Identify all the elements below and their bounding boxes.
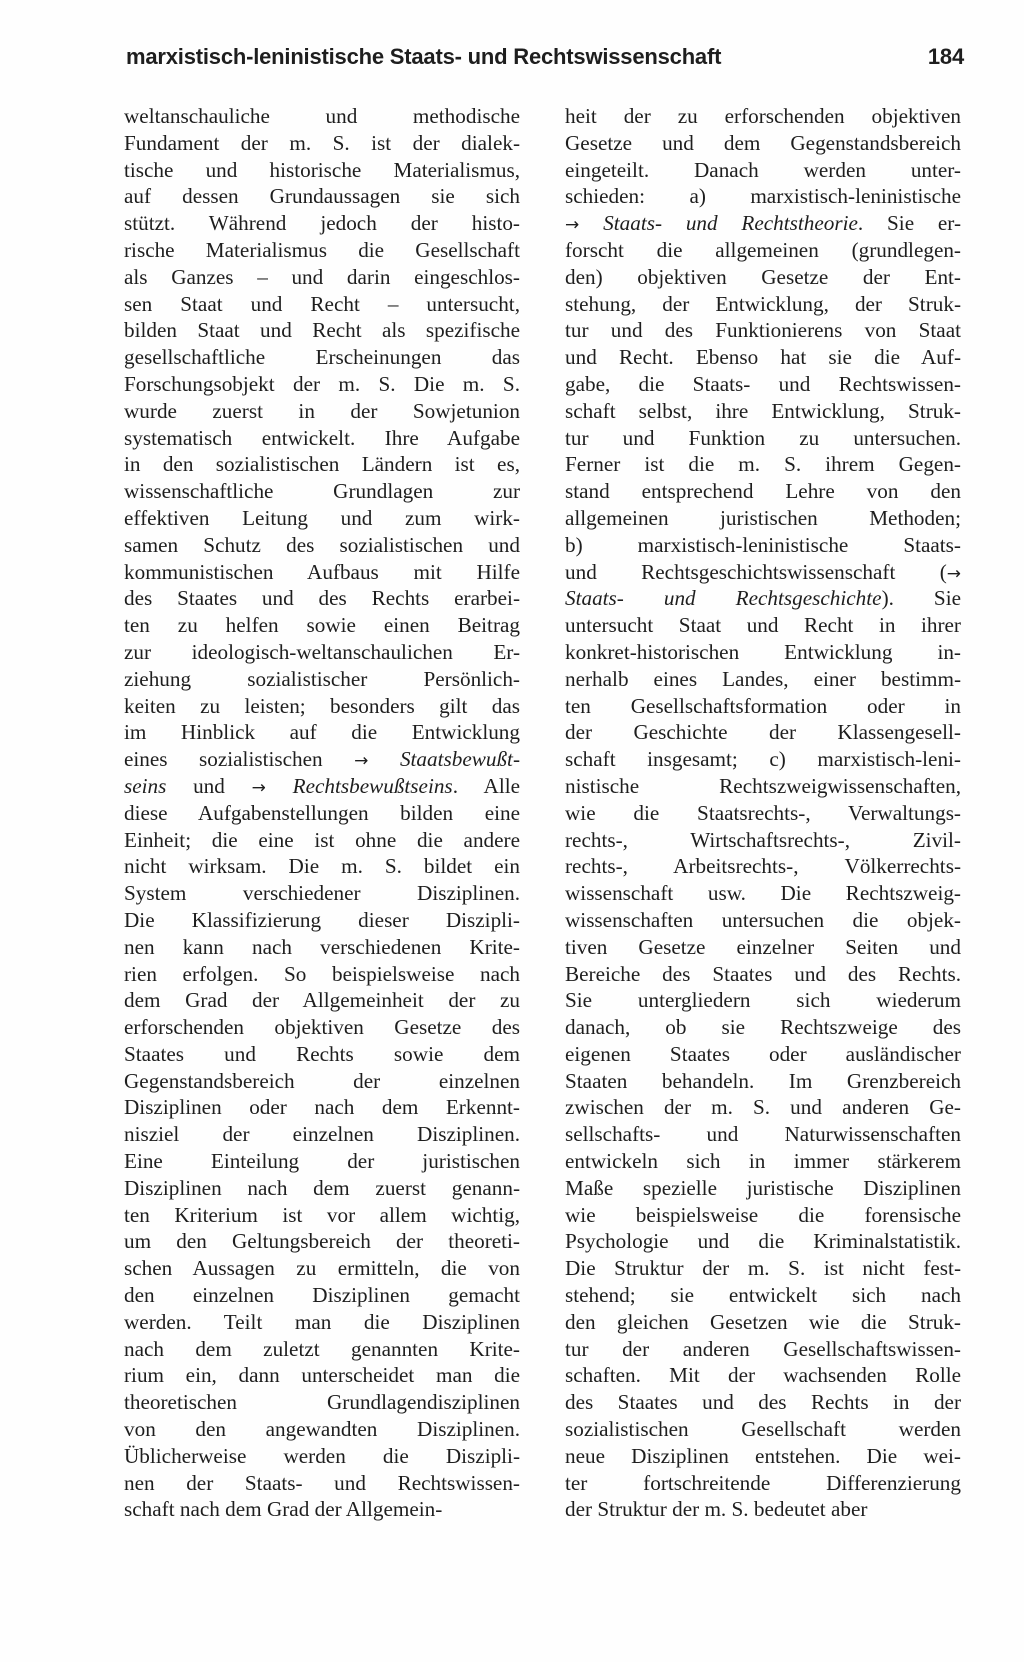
- text-line: gabe, die Staats- und Rechtswissen-: [565, 371, 961, 396]
- line-text: . Alle: [452, 773, 520, 798]
- text-line: bilden Staat und Recht als spezifische: [124, 318, 520, 343]
- text-line: nistische Rechtszweigwissenschaften,: [565, 773, 961, 798]
- line-text: und: [166, 773, 252, 798]
- text-line: System verschiedener Disziplinen.: [124, 881, 520, 906]
- text-line: rechts-, Arbeitsrechts-, Völkerrechts-: [565, 854, 961, 879]
- text-line: Einheit; die eine ist ohne die andere: [124, 827, 520, 852]
- text-line: Staates und Rechts sowie dem: [124, 1041, 520, 1066]
- text-line: nach dem zuletzt genannten Krite-: [124, 1336, 520, 1361]
- cross-reference-link[interactable]: Staatsbewußt-: [399, 747, 520, 772]
- text-line: [124, 746, 520, 773]
- text-line: ter fortschreitende Differenzierung: [565, 1470, 961, 1495]
- text-line: nen kann nach verschiedenen Krite-: [124, 934, 520, 959]
- text-line: Gegenstandsbereich der einzelnen: [124, 1068, 520, 1093]
- text-line: dem Grad der Allgemeinheit der zu: [124, 988, 520, 1013]
- text-line: stand entsprechend Lehre von den: [565, 479, 961, 504]
- text-line: ten zu helfen sowie einen Beitrag: [124, 613, 520, 638]
- text-line: Sie untergliedern sich wiederum: [565, 988, 961, 1013]
- text-line: eigenen Staates oder ausländischer: [565, 1041, 961, 1066]
- text-line: schen Aussagen zu ermitteln, die von: [124, 1256, 520, 1281]
- text-line: in den sozialistischen Ländern ist es,: [124, 452, 520, 477]
- text-line: im Hinblick auf die Entwicklung: [124, 720, 520, 745]
- text-line: ten Kriterium ist vor allem wichtig,: [124, 1202, 520, 1227]
- text-line: sellschafts- und Naturwissenschaften: [565, 1122, 961, 1147]
- text-line: nerhalb eines Landes, einer bestimm-: [565, 666, 961, 691]
- cross-reference-link[interactable]: Staats- und Rechtstheorie: [603, 211, 858, 236]
- text-line: danach, ob sie Rechtszweige des: [565, 1015, 961, 1040]
- text-line: entwickeln sich in immer stärkerem: [565, 1149, 961, 1174]
- text-line: systematisch entwickelt. Ihre Aufgabe: [124, 425, 520, 450]
- text-line: um den Geltungsbereich der theoreti-: [124, 1229, 520, 1254]
- text-line: Üblicherweise werden die Diszipli-: [124, 1443, 520, 1468]
- text-line: diese Aufgabenstellungen bilden eine: [124, 800, 520, 825]
- text-line: werden. Teilt man die Disziplinen: [124, 1309, 520, 1334]
- text-line: Die Struktur der m. S. ist nicht fest-: [565, 1256, 961, 1281]
- text-line: des Staates und des Rechts in der: [565, 1390, 961, 1415]
- text-line: gesellschaftliche Erscheinungen das: [124, 345, 520, 370]
- text-line: auf dessen Grundaussagen sie sich: [124, 184, 520, 209]
- text-line: [124, 773, 520, 800]
- cross-reference-link[interactable]: Staats- und Rechtsgeschichte: [565, 586, 882, 611]
- arrow-icon: →: [946, 563, 961, 584]
- line-text: . Sie er-: [857, 211, 961, 236]
- text-line: erforschenden objektiven Gesetze des: [124, 1015, 520, 1040]
- text-line: samen Schutz des sozialistischen und: [124, 532, 520, 557]
- text-line: neue Disziplinen entstehen. Die wei-: [565, 1443, 961, 1468]
- text-line: Bereiche des Staates und des Rechts.: [565, 961, 961, 986]
- text-line: rium ein, dann unterscheidet man die: [124, 1363, 520, 1388]
- text-line: eingeteilt. Danach werden unter-: [565, 157, 961, 182]
- text-line: effektiven Leitung und zum wirk-: [124, 505, 520, 530]
- cross-reference-link[interactable]: seins: [124, 773, 167, 798]
- text-line: schaft selbst, ihre Entwicklung, Struk-: [565, 398, 961, 423]
- line-text: ). Sie: [881, 586, 961, 611]
- text-line: Gesetze und dem Gegenstandsbereich: [565, 130, 961, 155]
- text-line: ten Gesellschaftsformation oder in: [565, 693, 961, 718]
- text-line: stehend; sie entwickelt sich nach: [565, 1283, 961, 1308]
- line-text: eines sozialistischen: [124, 747, 355, 772]
- text-line: tische und historische Materialismus,: [124, 157, 520, 182]
- text-line: wurde zuerst in der Sowjetunion: [124, 398, 520, 423]
- text-line: schaft nach dem Grad der Allgemein-: [124, 1497, 443, 1522]
- text-line: Die Klassifizierung dieser Diszipli-: [124, 907, 520, 932]
- text-line: konkret-historischen Entwicklung in-: [565, 639, 961, 664]
- text-line: als Ganzes – und darin eingeschlos-: [124, 264, 520, 289]
- text-line: schaft insgesamt; c) marxistisch-leni-: [565, 747, 961, 772]
- text-line: nisziel der einzelnen Disziplinen.: [124, 1122, 520, 1147]
- text-line: b) marxistisch-leninistische Staats-: [565, 532, 961, 557]
- text-line: schieden: a) marxistisch-leninistische: [565, 184, 961, 209]
- text-line: nen der Staats- und Rechtswissen-: [124, 1470, 520, 1495]
- text-line: wissenschaften untersuchen die objek-: [565, 907, 961, 932]
- text-line: tur der anderen Gesellschaftswissen-: [565, 1336, 961, 1361]
- text-line: Staaten behandeln. Im Grenzbereich: [565, 1068, 961, 1093]
- text-line: Maße spezielle juristische Disziplinen: [565, 1175, 961, 1200]
- text-line: [565, 585, 961, 612]
- text-line: der Geschichte der Klassengesell-: [565, 720, 961, 745]
- text-line: tur und Funktion zu untersuchen.: [565, 425, 961, 450]
- arrow-icon: →: [251, 777, 293, 798]
- text-line: forscht die allgemeinen (grundlegen-: [565, 237, 961, 262]
- text-line: weltanschauliche und methodische: [124, 104, 520, 128]
- text-line: rische Materialismus die Gesellschaft: [124, 237, 520, 262]
- text-line: [565, 210, 961, 237]
- text-line: Eine Einteilung der juristischen: [124, 1149, 520, 1174]
- text-line: der Struktur der m. S. bedeutet aber: [565, 1497, 868, 1522]
- text-line: zwischen der m. S. und anderen Ge-: [565, 1095, 961, 1120]
- text-line: stehung, der Entwicklung, der Struk-: [565, 291, 961, 316]
- text-line: wie beispielsweise die forensische: [565, 1202, 961, 1227]
- text-line: und Recht. Ebenso hat sie die Auf-: [565, 345, 961, 370]
- text-line: wissenschaftliche Grundlagen zur: [124, 479, 520, 504]
- line-text: und Rechtsgeschichtswissenschaft (: [565, 559, 947, 584]
- text-line: Disziplinen nach dem zuerst genann-: [124, 1175, 520, 1200]
- text-line: schaften. Mit der wachsenden Rolle: [565, 1363, 961, 1388]
- text-line: den gleichen Gesetzen wie die Struk-: [565, 1309, 961, 1334]
- text-line: Disziplinen oder nach dem Erkennt-: [124, 1095, 520, 1120]
- running-header: [126, 44, 964, 80]
- text-line: sozialistischen Gesellschaft werden: [565, 1417, 961, 1442]
- text-line: heit der zu erforschenden objektiven: [565, 104, 961, 128]
- text-line: tiven Gesetze einzelner Seiten und: [565, 934, 961, 959]
- text-line: wie die Staatsrechts-, Verwaltungs-: [565, 800, 961, 825]
- text-line: kommunistischen Aufbaus mit Hilfe: [124, 559, 520, 584]
- arrow-icon: →: [565, 215, 604, 236]
- text-line: Ferner ist die m. S. ihrem Gegen-: [565, 452, 961, 477]
- text-line: theoretischen Grundlagendisziplinen: [124, 1390, 520, 1415]
- header-title: marxistisch-leninistische Staats- und Rechtswissenschaft: [126, 44, 722, 69]
- text-line: stützt. Während jedoch der histo-: [124, 211, 520, 236]
- text-line: sen Staat und Recht – untersucht,: [124, 291, 520, 316]
- text-line: des Staates und des Rechts erarbei-: [124, 586, 520, 611]
- arrow-icon: →: [354, 751, 400, 772]
- text-line: zur ideologisch-weltanschaulichen Er-: [124, 639, 520, 664]
- text-line: allgemeinen juristischen Methoden;: [565, 505, 961, 530]
- page-number: 184: [927, 44, 964, 69]
- text-line: den) objektiven Gesetze der Ent-: [565, 264, 961, 289]
- text-column-right: [565, 103, 961, 1523]
- text-line: nicht wirksam. Die m. S. bildet ein: [124, 854, 520, 879]
- text-line: wissenschaft usw. Die Rechtszweig-: [565, 881, 961, 906]
- text-line: keiten zu leisten; besonders gilt das: [124, 693, 520, 718]
- text-line: [565, 559, 961, 586]
- text-line: Forschungsobjekt der m. S. Die m. S.: [124, 371, 520, 396]
- text-line: den einzelnen Disziplinen gemacht: [124, 1283, 520, 1308]
- text-line: untersucht Staat und Recht in ihrer: [565, 613, 961, 638]
- text-line: rien erfolgen. So beispielsweise nach: [124, 961, 520, 986]
- text-column-left: [124, 103, 520, 1523]
- cross-reference-link[interactable]: Rechtsbewußtseins: [292, 773, 453, 798]
- text-line: tur und des Funktionierens von Staat: [565, 318, 961, 343]
- text-line: ziehung sozialistischer Persönlich-: [124, 666, 520, 691]
- text-line: von den angewandten Disziplinen.: [124, 1417, 520, 1442]
- text-line: Fundament der m. S. ist der dialek-: [124, 130, 520, 155]
- text-line: Psychologie und die Kriminalstatistik.: [565, 1229, 961, 1254]
- text-line: rechts-, Wirtschaftsrechts-, Zivil-: [565, 827, 961, 852]
